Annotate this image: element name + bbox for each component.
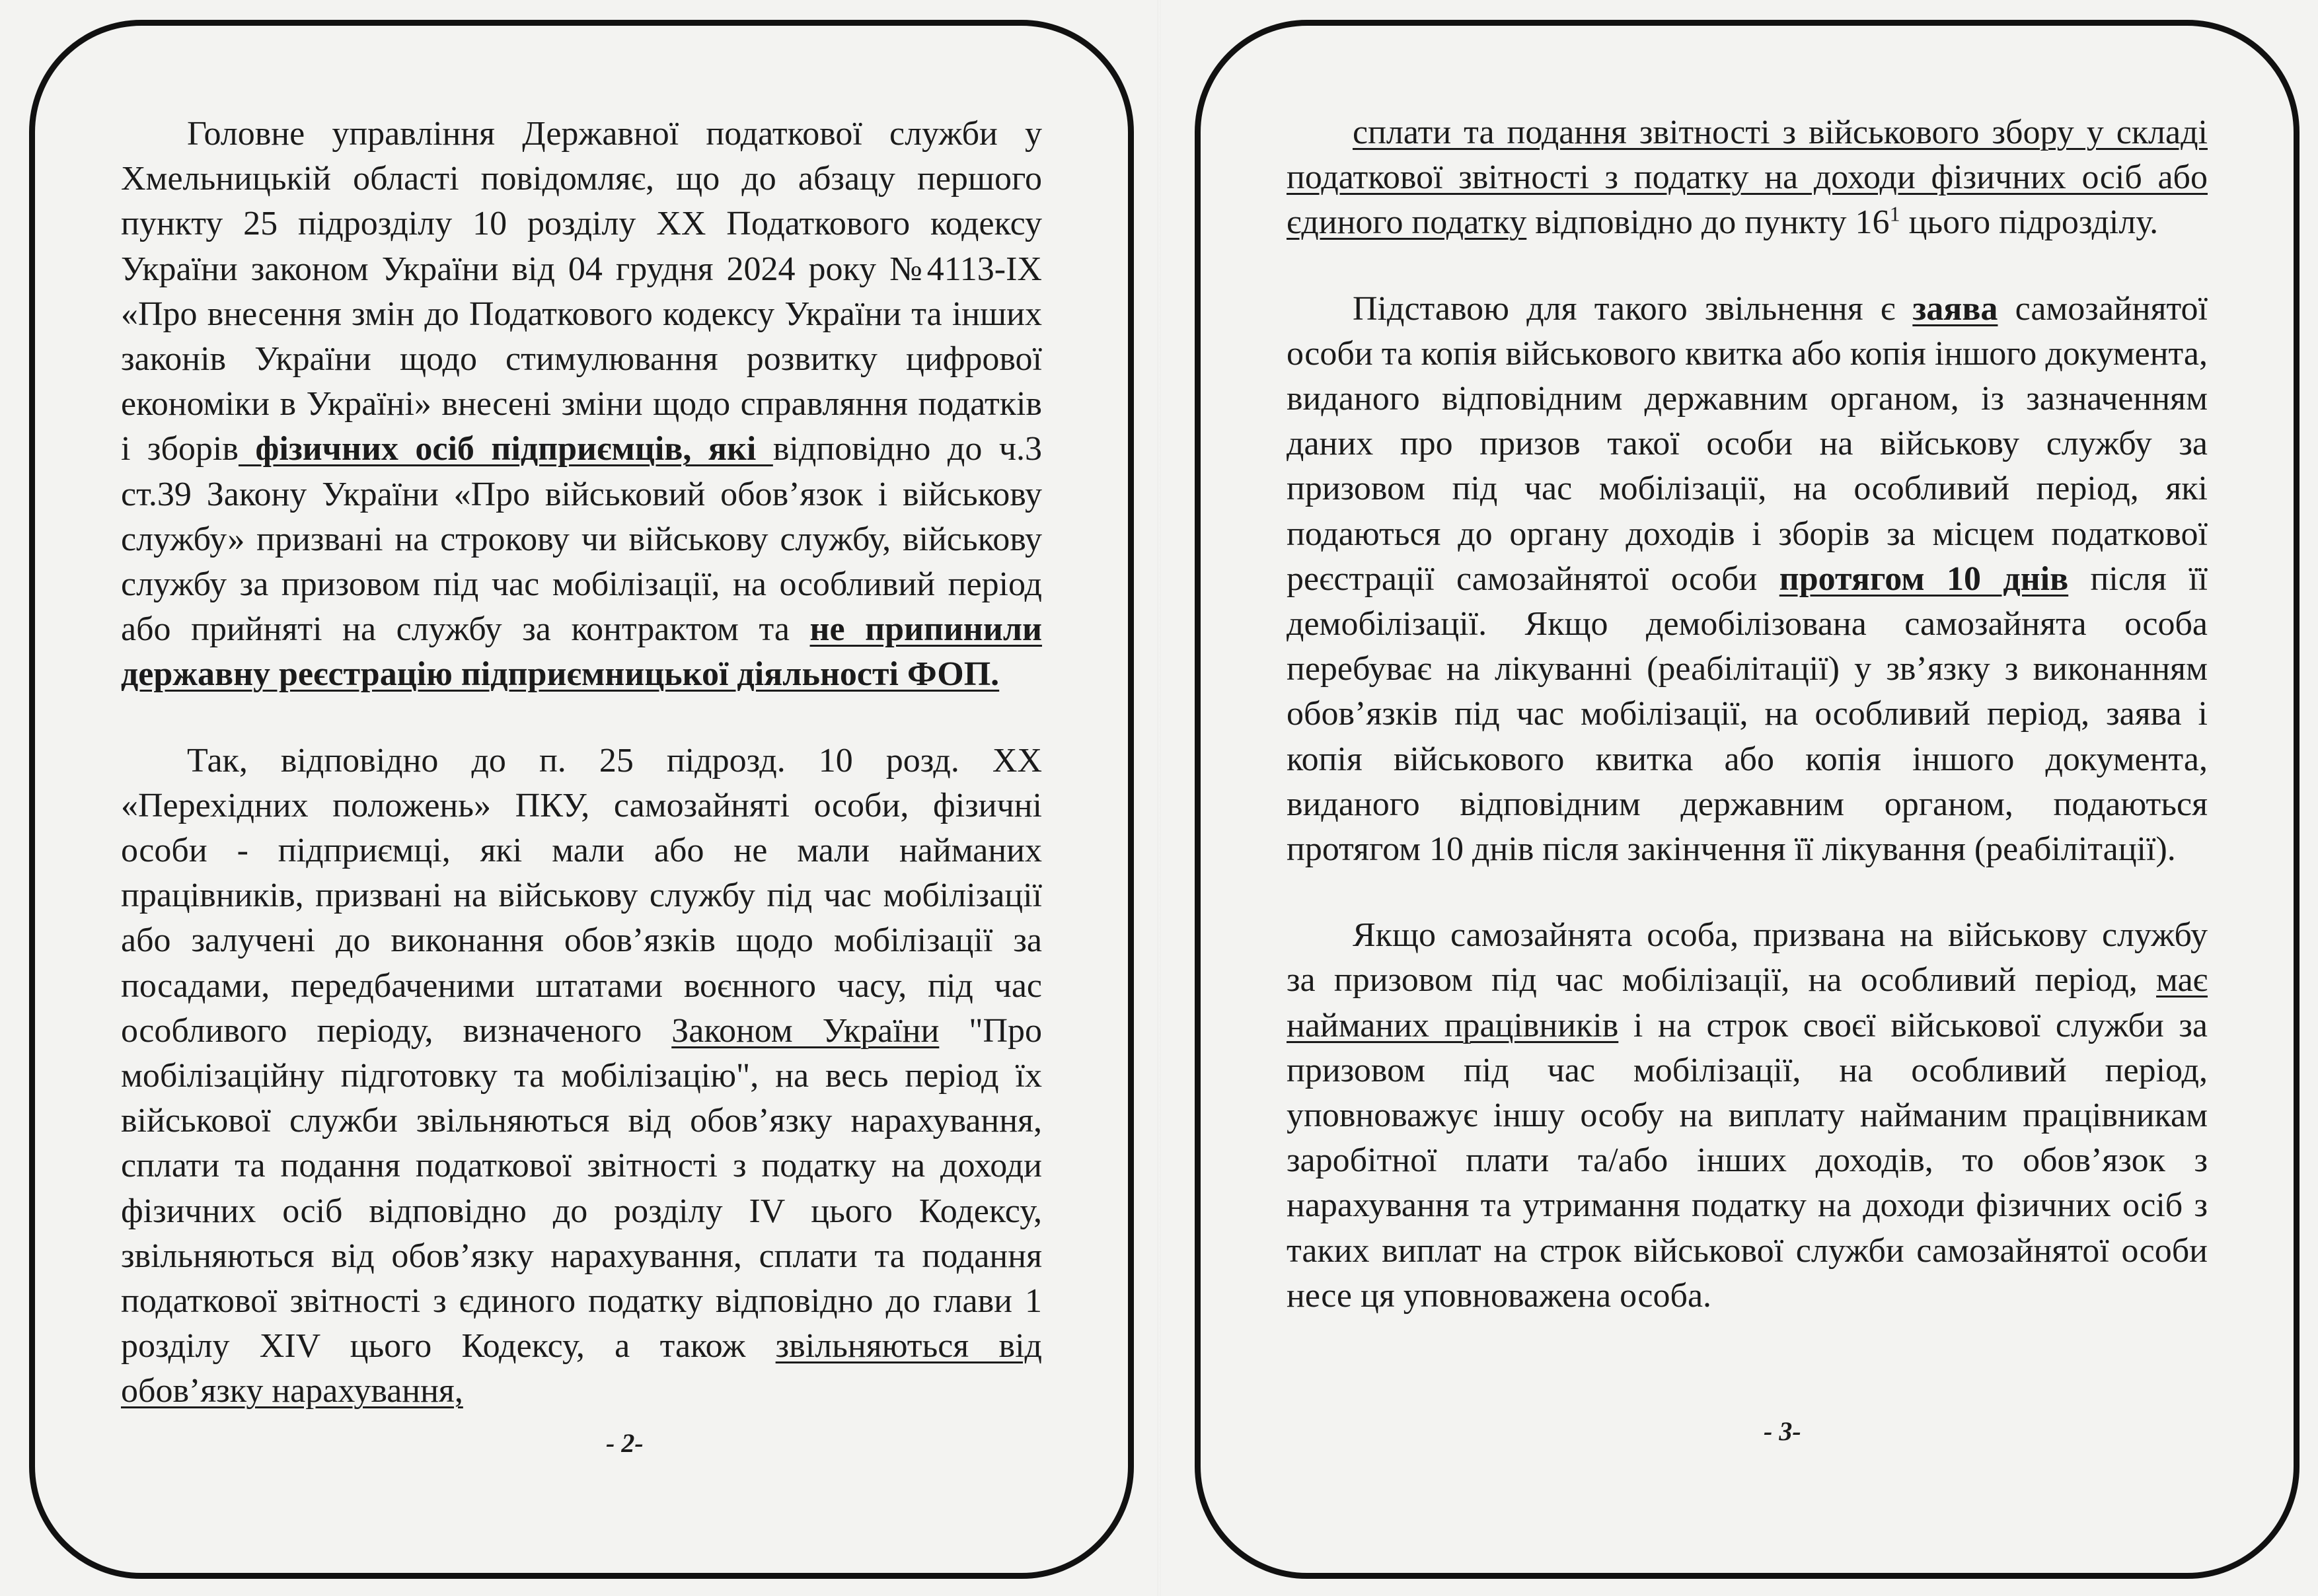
center-fold — [1158, 0, 1160, 1596]
emphasis-10-days: протягом 10 днів — [1779, 560, 2069, 598]
left-paragraph-1: Головне управління Державної податкової служби у Хмельницькій області повідомляє, що до абзацу першого пункту 25 підрозділу 10 розділу XX Податкового кодексу України законом України від 04 грудня 2024 року №4113-IX «Про внесення змін до Податкового кодексу України та інших законів України щодо стимулювання розвитку цифрової економіки в Україні» внесені зміни щодо справляння податків і зборів фізичних осіб підприємців, які відповідно до ч.3 ст.39 Закону України «Про військовий обов’язок і військову службу» призвані на строкову чи військову службу, військову службу за призовом під час мобілізації, на особливий період або прийняті на службу за контрактом та не припинили державну реєстрацію підприємницької діяльності ФОП. — [121, 115, 1042, 694]
page-number-right: - 3- — [1764, 1416, 1801, 1446]
right-paragraph-3: Якщо самозайнята особа, призвана на військову службу за призовом під час мобілізації, на особливий період, має найманих працівників і на строк своєї військової служби за призовом під час мобілізації, на особливий період, уповноважує іншу особу на виплату найманим працівникам заробітної плати та/або інших доходів, то обов’язок з нарахування та утримання податку на доходи фізичних осіб з таких виплат на строк військової служби самозайнятої особи несе ця уповноважена особа. — [1287, 916, 2208, 1315]
right-paragraph-1: сплати та подання звітності з військового збору у складі податкової звітності з податку на доходи фізичних осіб або єдиного податку відповідно до пункту $16^1$ цього підрозділу. — [1287, 114, 2208, 242]
emphasis-fop: фізичних осіб підприємців, які — [238, 430, 773, 468]
page-left-content — [121, 112, 1042, 1414]
law-reference: Законом України — [671, 1011, 940, 1050]
page-right-content — [1287, 110, 2208, 1319]
page-left — [29, 20, 1134, 1579]
page-number-left: - 2- — [606, 1428, 644, 1458]
emphasis-application: заява — [1912, 289, 1998, 328]
military-levy-text: сплати та подання звітності з військового збору у складі податкової звітності з податку на доходи фізичних осіб або єдиного податку — [1287, 114, 2208, 242]
emphasis-employees: має найманих працівників — [1287, 961, 2208, 1044]
exemption-text: звільняються від обов’язку нарахування, — [121, 1327, 1042, 1410]
right-paragraph-2: Підставою для такого звільнення є заява самозайнятої особи та копія військового квитка або копія іншого документа, виданого відповідним державним органом, із зазначенням даних про призов такої особи на військову службу за призовом під час мобілізації, на особливий період, які подаються до органу доходів і зборів за місцем податкової реєстрації самозайнятої особи протягом 10 днів після її демобілізації. Якщо демобілізована самозайнята особа перебуває на лікуванні (реабілітації) у зв’язку з виконанням обов’язків під час мобілізації, на особливий період, заява і копія військового квитка або копія іншого документа, виданого відповідним державним органом, подаються протягом 10 днів після закінчення її лікування (реабілітації). — [1287, 289, 2208, 869]
page-right — [1195, 20, 2299, 1579]
left-paragraph-2: Так, відповідно до п. 25 підрозд. 10 розд. XX «Перехідних положень» ПКУ, самозайняті особи, фізичні особи - підприємці, які мали або не мали найманих працівників, призвані на військову службу під час мобілізації або залучені до виконання обов’язків щодо мобілізації за посадами, передбаченими штатами воєнного часу, під час особливого періоду, визначеного Законом України "Про мобілізаційну підготовку та мобілізацію", на весь період їх військової служби звільняються від обов’язку нарахування, сплати та подання податкової звітності з податку на доходи фізичних осіб відповідно до розділу IV цього Кодексу, звільняються від обов’язку нарахування, сплати та подання податкової звітності з єдиного податку відповідно до глави 1 розділу XIV цього Кодексу, а також звільняються від обов’язку нарахування, — [121, 741, 1043, 1410]
emphasis-not-terminated: не припинили державну реєстрацію підприємницької діяльності ФОП. — [121, 610, 1042, 694]
